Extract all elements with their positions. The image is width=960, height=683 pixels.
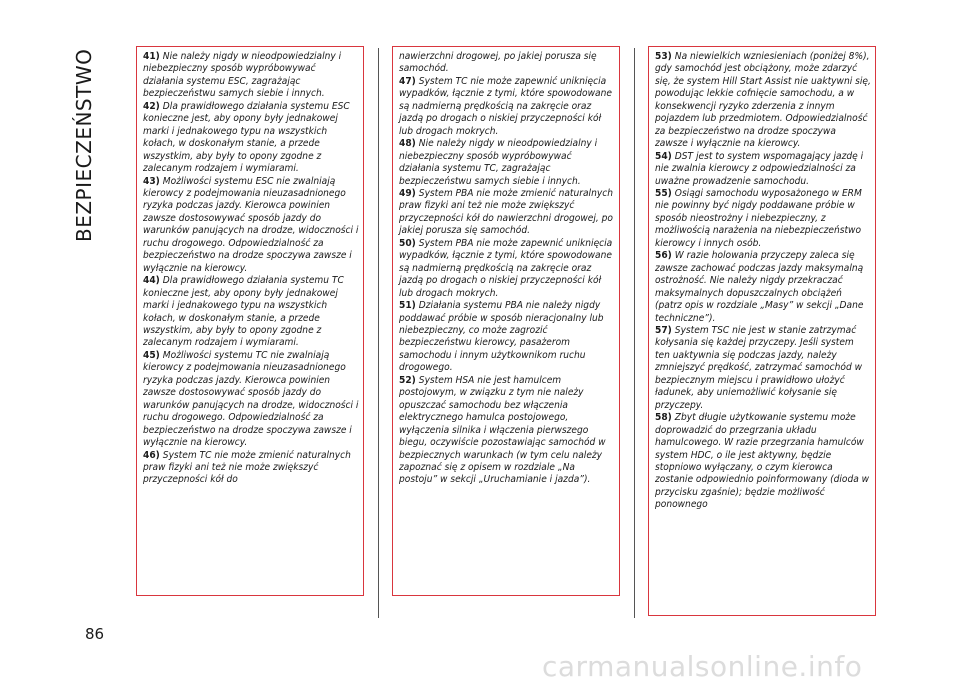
warning-note bbox=[655, 151, 871, 188]
warning-note bbox=[143, 350, 359, 450]
column-divider bbox=[634, 48, 635, 618]
note-number: 43) bbox=[143, 175, 160, 187]
note-number: 45) bbox=[143, 349, 160, 361]
note-text: System TC nie może zmienić naturalnych praw fizyki ani też nie może zwiększyć przyczepności kół do bbox=[143, 449, 351, 486]
note-text: System HSA nie jest hamulcem postojowym, w związku z tym nie należy opuszczać samochodu bez włączenia elektrycznego hamulca postojowego, wyłączenia silnika i włączenia pierwszego biegu, oczywiście pozostawiając samochód w bezpiecznych warunkach (w tym celu należy zapoznać się z opisem w rozdziale „Na postoju” w sekcji „Uruchamianie i jazda”). bbox=[399, 374, 606, 486]
note-text: Zbyt długie użytkowanie systemu może doprowadzić do przegrzania układu hamulcowego. W razie przegrzania hamulców system HDC, o ile jest aktywny, będzie stopniowo wyłączany, o czym kierowca zostanie odpowiednio poinformowany (dioda w przycisku zgaśnie); będzie możliwość ponownego bbox=[655, 412, 870, 511]
note-text: System TSC nie jest w stanie zatrzymać kołysania się każdej przyczepy. Jeśli system ten uaktywnia się podczas jazdy, należy zmniejszyć prędkość, zatrzymać samochód w bezpiecznym miejscu i prawidłowo ułożyć ładunek, aby uniemożliwić kołysanie się przyczepy. bbox=[655, 324, 863, 411]
note-text: Nie należy nigdy w nieodpowiedzialny i niebezpieczny sposób wypróbowywać działania systemu ESC, zagrażając bezpieczeństwu samych siebie i innych. bbox=[143, 51, 342, 100]
note-text: Działania systemu PBA nie należy nigdy poddawać próbie w sposób nieracjonalny lub niebezpieczny, co może zagrozić bezpieczeństwu kierowcy, pasażerom samochodu i innym użytkownikom ruchu drogowego. bbox=[399, 300, 604, 374]
warning-note bbox=[143, 176, 359, 276]
note-number: 41) bbox=[143, 51, 160, 62]
note-text: Na niewielkich wzniesieniach (poniżej 8%), gdy samochód jest obciążony, może zdarzyć się, że system Hill Start Assist nie uaktywni się, powodując lekkie cofnięcie samochodu, a w konsekwencji ryzyko zderzenia z innym pojazdem lub przedmiotem. Odpowiedzialność za bezpieczeństwo na drodze spoczywa zawsze i wyłącznie na kierowcy. bbox=[655, 51, 871, 150]
note-text: nawierzchni drogowej, po jakiej porusza się samochód. bbox=[399, 51, 597, 75]
warning-note bbox=[655, 51, 871, 151]
warning-note bbox=[143, 275, 359, 350]
warning-note bbox=[399, 51, 615, 76]
note-text: System PBA nie może zapewnić uniknięcia wypadków, łącznie z tymi, które spowodowane są nadmierną prędkością na zakręcie oraz jazdą po drogach o niskiej przyczepności kół lub drogach mokrych. bbox=[399, 237, 613, 299]
section-title: BEZPIECZEŃSTWO bbox=[72, 48, 96, 242]
note-number: 46) bbox=[143, 449, 160, 461]
note-number: 54) bbox=[655, 150, 672, 162]
warning-note bbox=[655, 188, 871, 250]
warning-note bbox=[143, 51, 359, 101]
note-text: Dla prawidłowego działania systemu ESC konieczne jest, aby opony były jednakowej marki i jednakowego typu na wszystkich kołach, w doskonałym stanie, a przede wszystkim, aby były to opony zgodne z zalecanym rodzajem i wymiarami. bbox=[143, 100, 350, 175]
warnings-column-3 bbox=[648, 46, 876, 616]
note-text: Nie należy nigdy w nieodpowiedzialny i niebezpieczny sposób wypróbowywać działania systemu TC, zagrażając bezpieczeństwu samych siebie i innych. bbox=[399, 138, 598, 187]
warning-note bbox=[655, 412, 871, 512]
warning-note bbox=[399, 76, 615, 138]
warnings-column-1 bbox=[136, 46, 364, 596]
note-number: 57) bbox=[655, 324, 672, 336]
note-number: 49) bbox=[399, 187, 416, 199]
warning-note bbox=[399, 238, 615, 300]
note-number: 58) bbox=[655, 412, 672, 424]
note-text: Dla prawidłowego działania systemu TC konieczne jest, aby opony były jednakowej marki i jednakowego typu na wszystkich kołach, w doskonałym stanie, a przede wszystkim, aby były to opony zgodne z zalecanym rodzajem i wymiarami. bbox=[143, 275, 344, 349]
note-text: Możliwości systemu TC nie zwalniają kierowcy z podejmowania nieuzasadnionego ryzyka podczas jazdy. Kierowca powinien zawsze dostosowywać sposób jazdy do warunków panujących na drodze, widoczności i ruchu drogowego. Odpowiedzialność za bezpieczeństwo na drodze spoczywa zawsze i wyłącznie na kierowcy. bbox=[143, 349, 359, 449]
note-number: 42) bbox=[143, 100, 160, 112]
note-number: 50) bbox=[399, 237, 416, 249]
note-number: 48) bbox=[399, 138, 416, 150]
warning-note bbox=[655, 250, 871, 325]
note-text: W razie holowania przyczepy zaleca się zawsze zachować podczas jazdy maksymalną ostrożność. Nie należy nigdy przekraczać maksymalnych dopuszczalnych obciążeń (patrz opis w rozdziale „Masy” w sekcji „Dane techniczne”). bbox=[655, 250, 864, 324]
note-number: 56) bbox=[655, 250, 672, 262]
warning-note bbox=[399, 300, 615, 375]
note-number: 53) bbox=[655, 51, 672, 62]
note-text: DST jest to system wspomagający jazdę i nie zwalnia kierowcy z odpowiedzialności za uważne prowadzenie samochodu. bbox=[655, 150, 864, 187]
watermark: carmanualsonline.info bbox=[542, 650, 863, 683]
warning-note bbox=[655, 325, 871, 412]
note-text: Osiągi samochodu wyposażonego w ERM nie powinny być nigdy poddawane próbie w sposób nieostrożny i niebezpieczny, z możliwością narażenia na niebezpieczeństwo kierowcy i innych osób. bbox=[655, 187, 862, 249]
warning-note bbox=[399, 188, 615, 238]
warning-note bbox=[399, 138, 615, 188]
warnings-column-2 bbox=[392, 46, 620, 596]
warning-note bbox=[399, 375, 615, 487]
note-text: System PBA nie może zmienić naturalnych praw fizyki ani też nie może zwiększyć przyczepności kół do nawierzchni drogowej, po jakiej porusza się samochód. bbox=[399, 187, 613, 237]
note-number: 47) bbox=[399, 75, 416, 87]
warning-note bbox=[143, 450, 359, 487]
note-text: Możliwości systemu ESC nie zwalniają kierowcy z podejmowania nieuzasadnionego ryzyka podczas jazdy. Kierowca powinien zawsze dostosowywać sposób jazdy do warunków panujących na drodze, widoczności i ruchu drogowego. Odpowiedzialność za bezpieczeństwo na drodze spoczywa zawsze i wyłącznie na kierowcy. bbox=[143, 175, 359, 274]
note-number: 52) bbox=[399, 374, 416, 386]
note-number: 44) bbox=[143, 275, 160, 287]
column-divider bbox=[378, 48, 379, 618]
note-text: System TC nie może zapewnić uniknięcia wypadków, łącznie z tymi, które spowodowane są nadmierną prędkością na zakręcie oraz jazdą po drogach o niskiej przyczepności kół lub drogach mokrych. bbox=[399, 75, 612, 137]
note-number: 55) bbox=[655, 187, 672, 199]
page-number: 86 bbox=[85, 625, 105, 643]
warning-note bbox=[143, 101, 359, 176]
note-number: 51) bbox=[399, 300, 416, 312]
